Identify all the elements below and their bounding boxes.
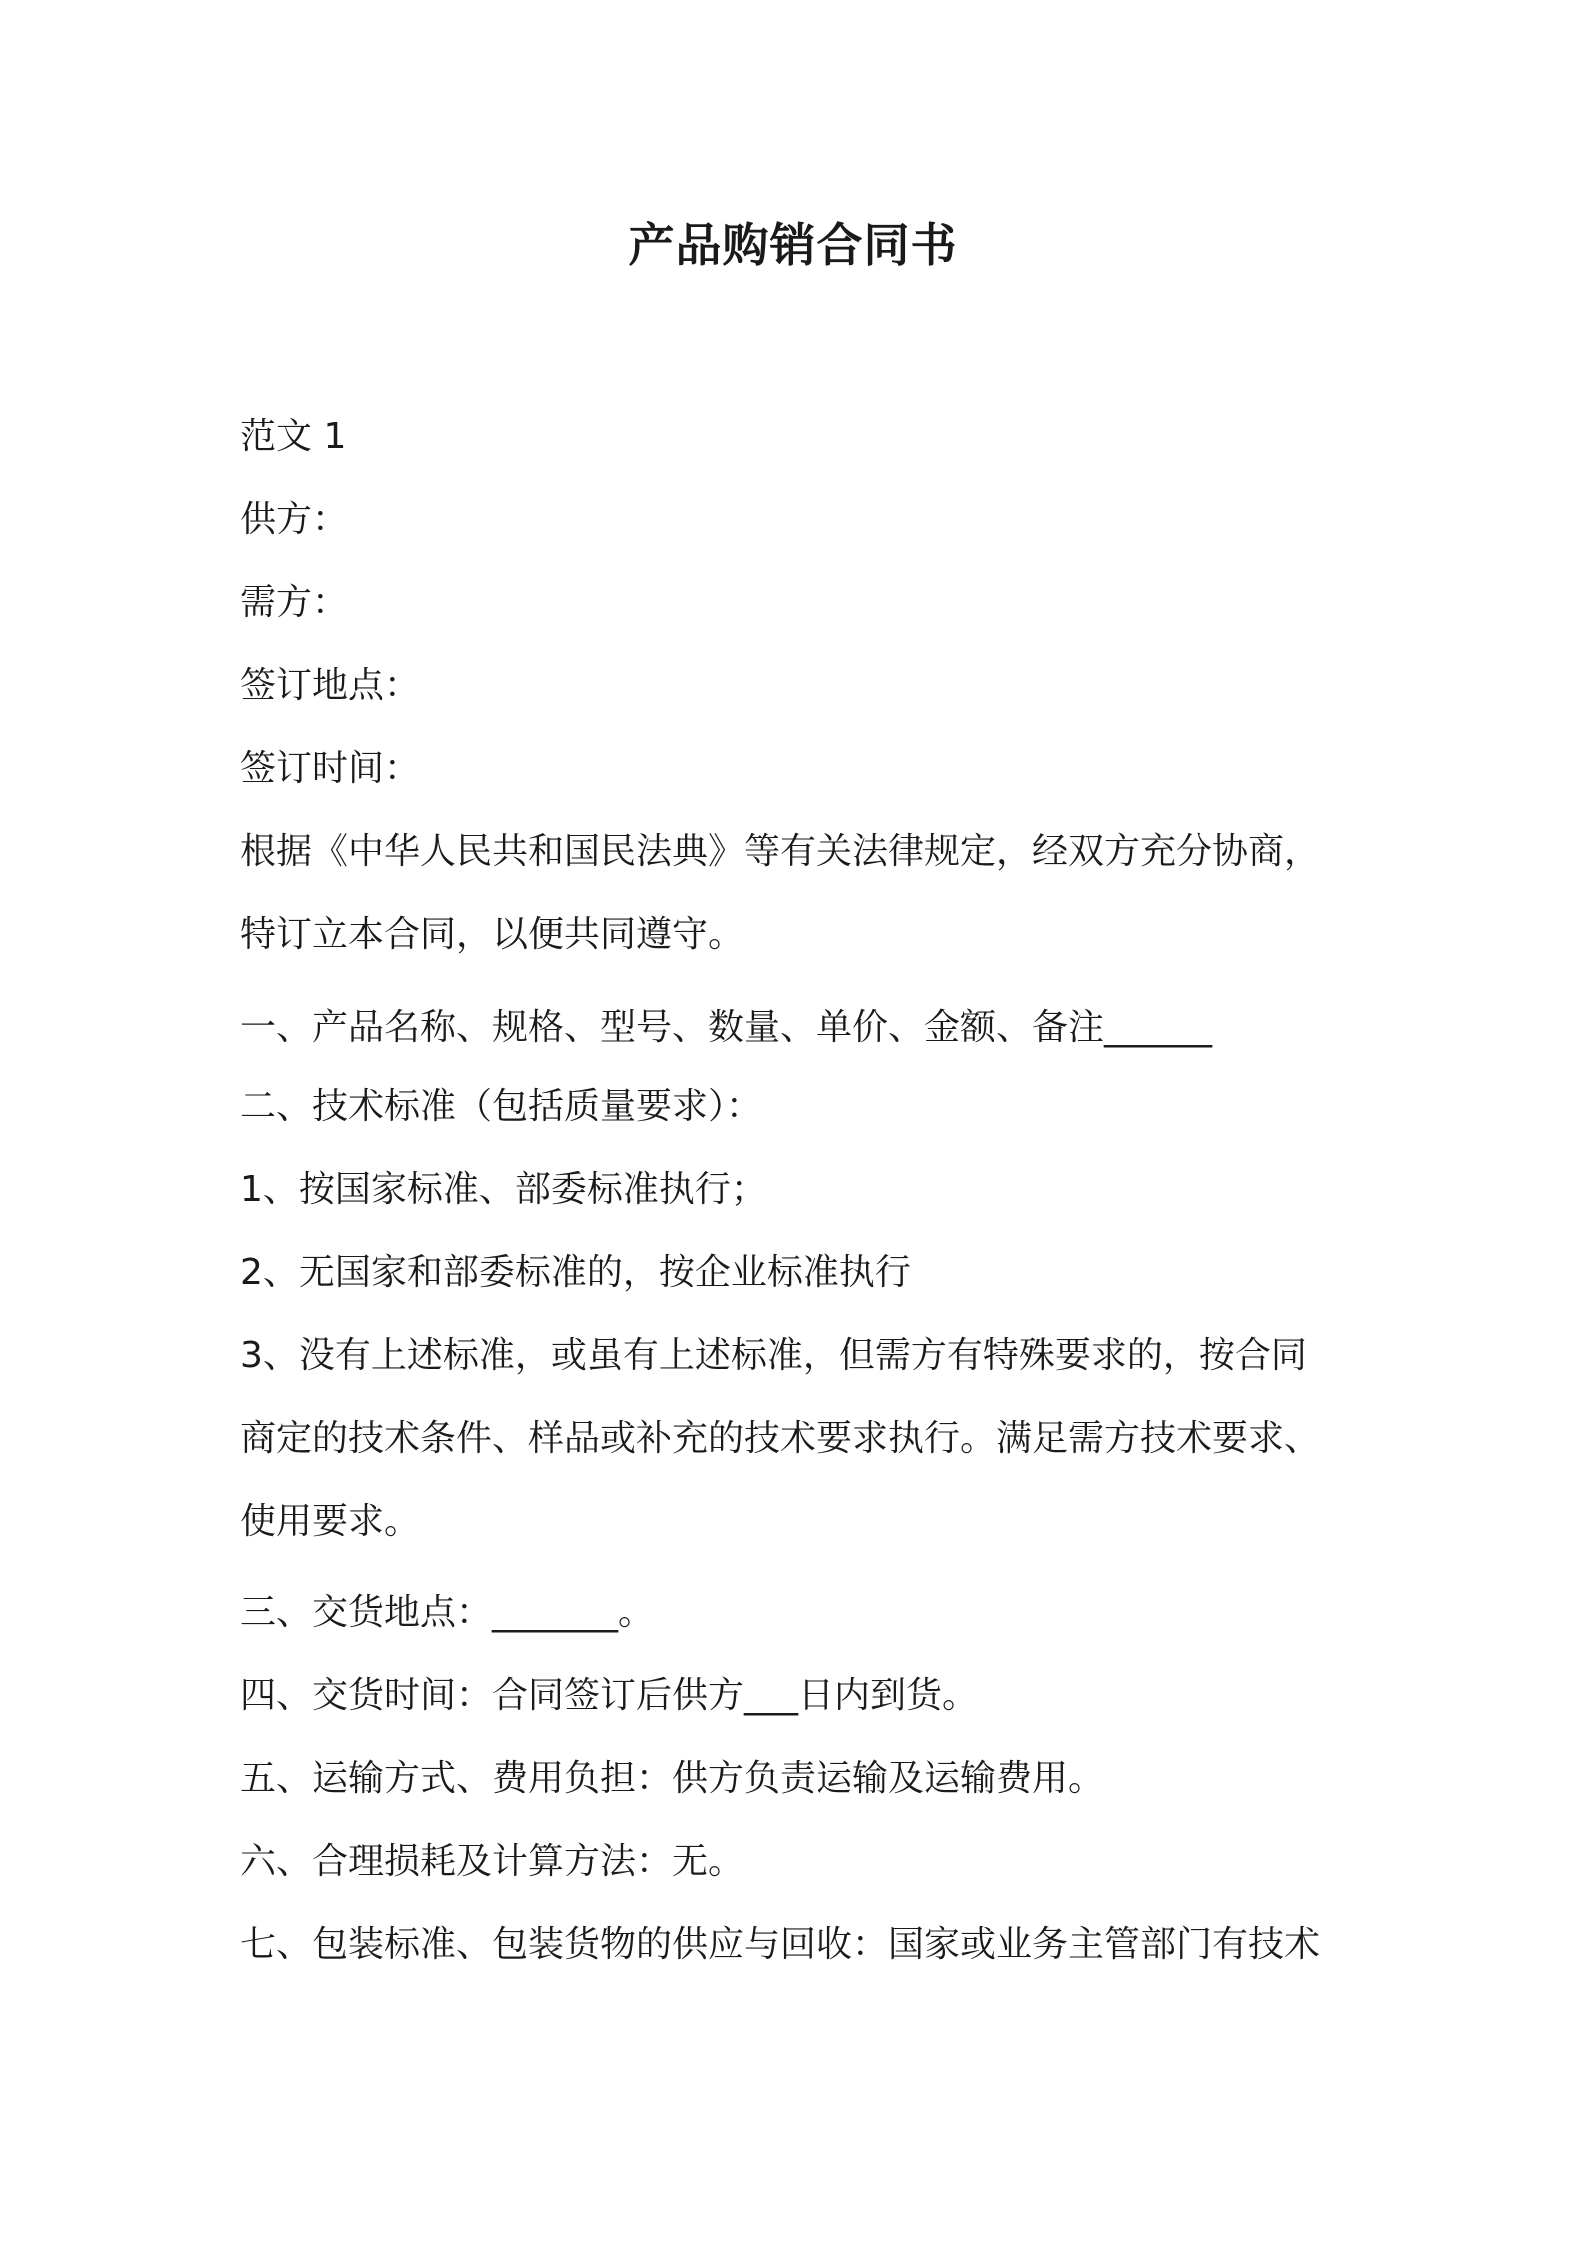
document-line: 根据《中华人民共和国民法典》等有关法律规定，经双方充分协商，	[240, 831, 1321, 872]
document-line: 商定的技术条件、样品或补充的技术要求执行。满足需方技术要求、	[240, 1418, 1321, 1459]
document-line: 范文 1	[240, 416, 347, 457]
document-line: 六、合理损耗及计算方法：无。	[240, 1841, 745, 1882]
document-line: 签订时间：	[240, 748, 421, 789]
document-title: 产品购销合同书	[628, 218, 958, 272]
document-line: 三、交货地点：_______。	[240, 1592, 655, 1633]
document-line: 特订立本合同，以便共同遵守。	[240, 914, 745, 955]
document-line: 二、技术标准（包括质量要求）：	[240, 1086, 763, 1127]
document-line: 需方：	[240, 582, 349, 623]
document-line: 一、产品名称、规格、型号、数量、单价、金额、备注______	[240, 1007, 1213, 1048]
document-line: 四、交货时间：合同签订后供方___日内到货。	[240, 1675, 979, 1716]
document-line: 七、包装标准、包装货物的供应与回收：国家或业务主管部门有技术	[240, 1924, 1321, 1965]
document-line: 3、没有上述标准，或虽有上述标准，但需方有特殊要求的，按合同	[240, 1335, 1307, 1376]
document-line: 使用要求。	[240, 1501, 421, 1542]
document-line: 签订地点：	[240, 665, 421, 706]
document-line: 五、运输方式、费用负担：供方负责运输及运输费用。	[240, 1758, 1105, 1799]
document-line: 1、按国家标准、部委标准执行；	[240, 1169, 767, 1210]
document-line: 2、无国家和部委标准的，按企业标准执行	[240, 1252, 911, 1293]
document-line: 供方：	[240, 499, 349, 540]
